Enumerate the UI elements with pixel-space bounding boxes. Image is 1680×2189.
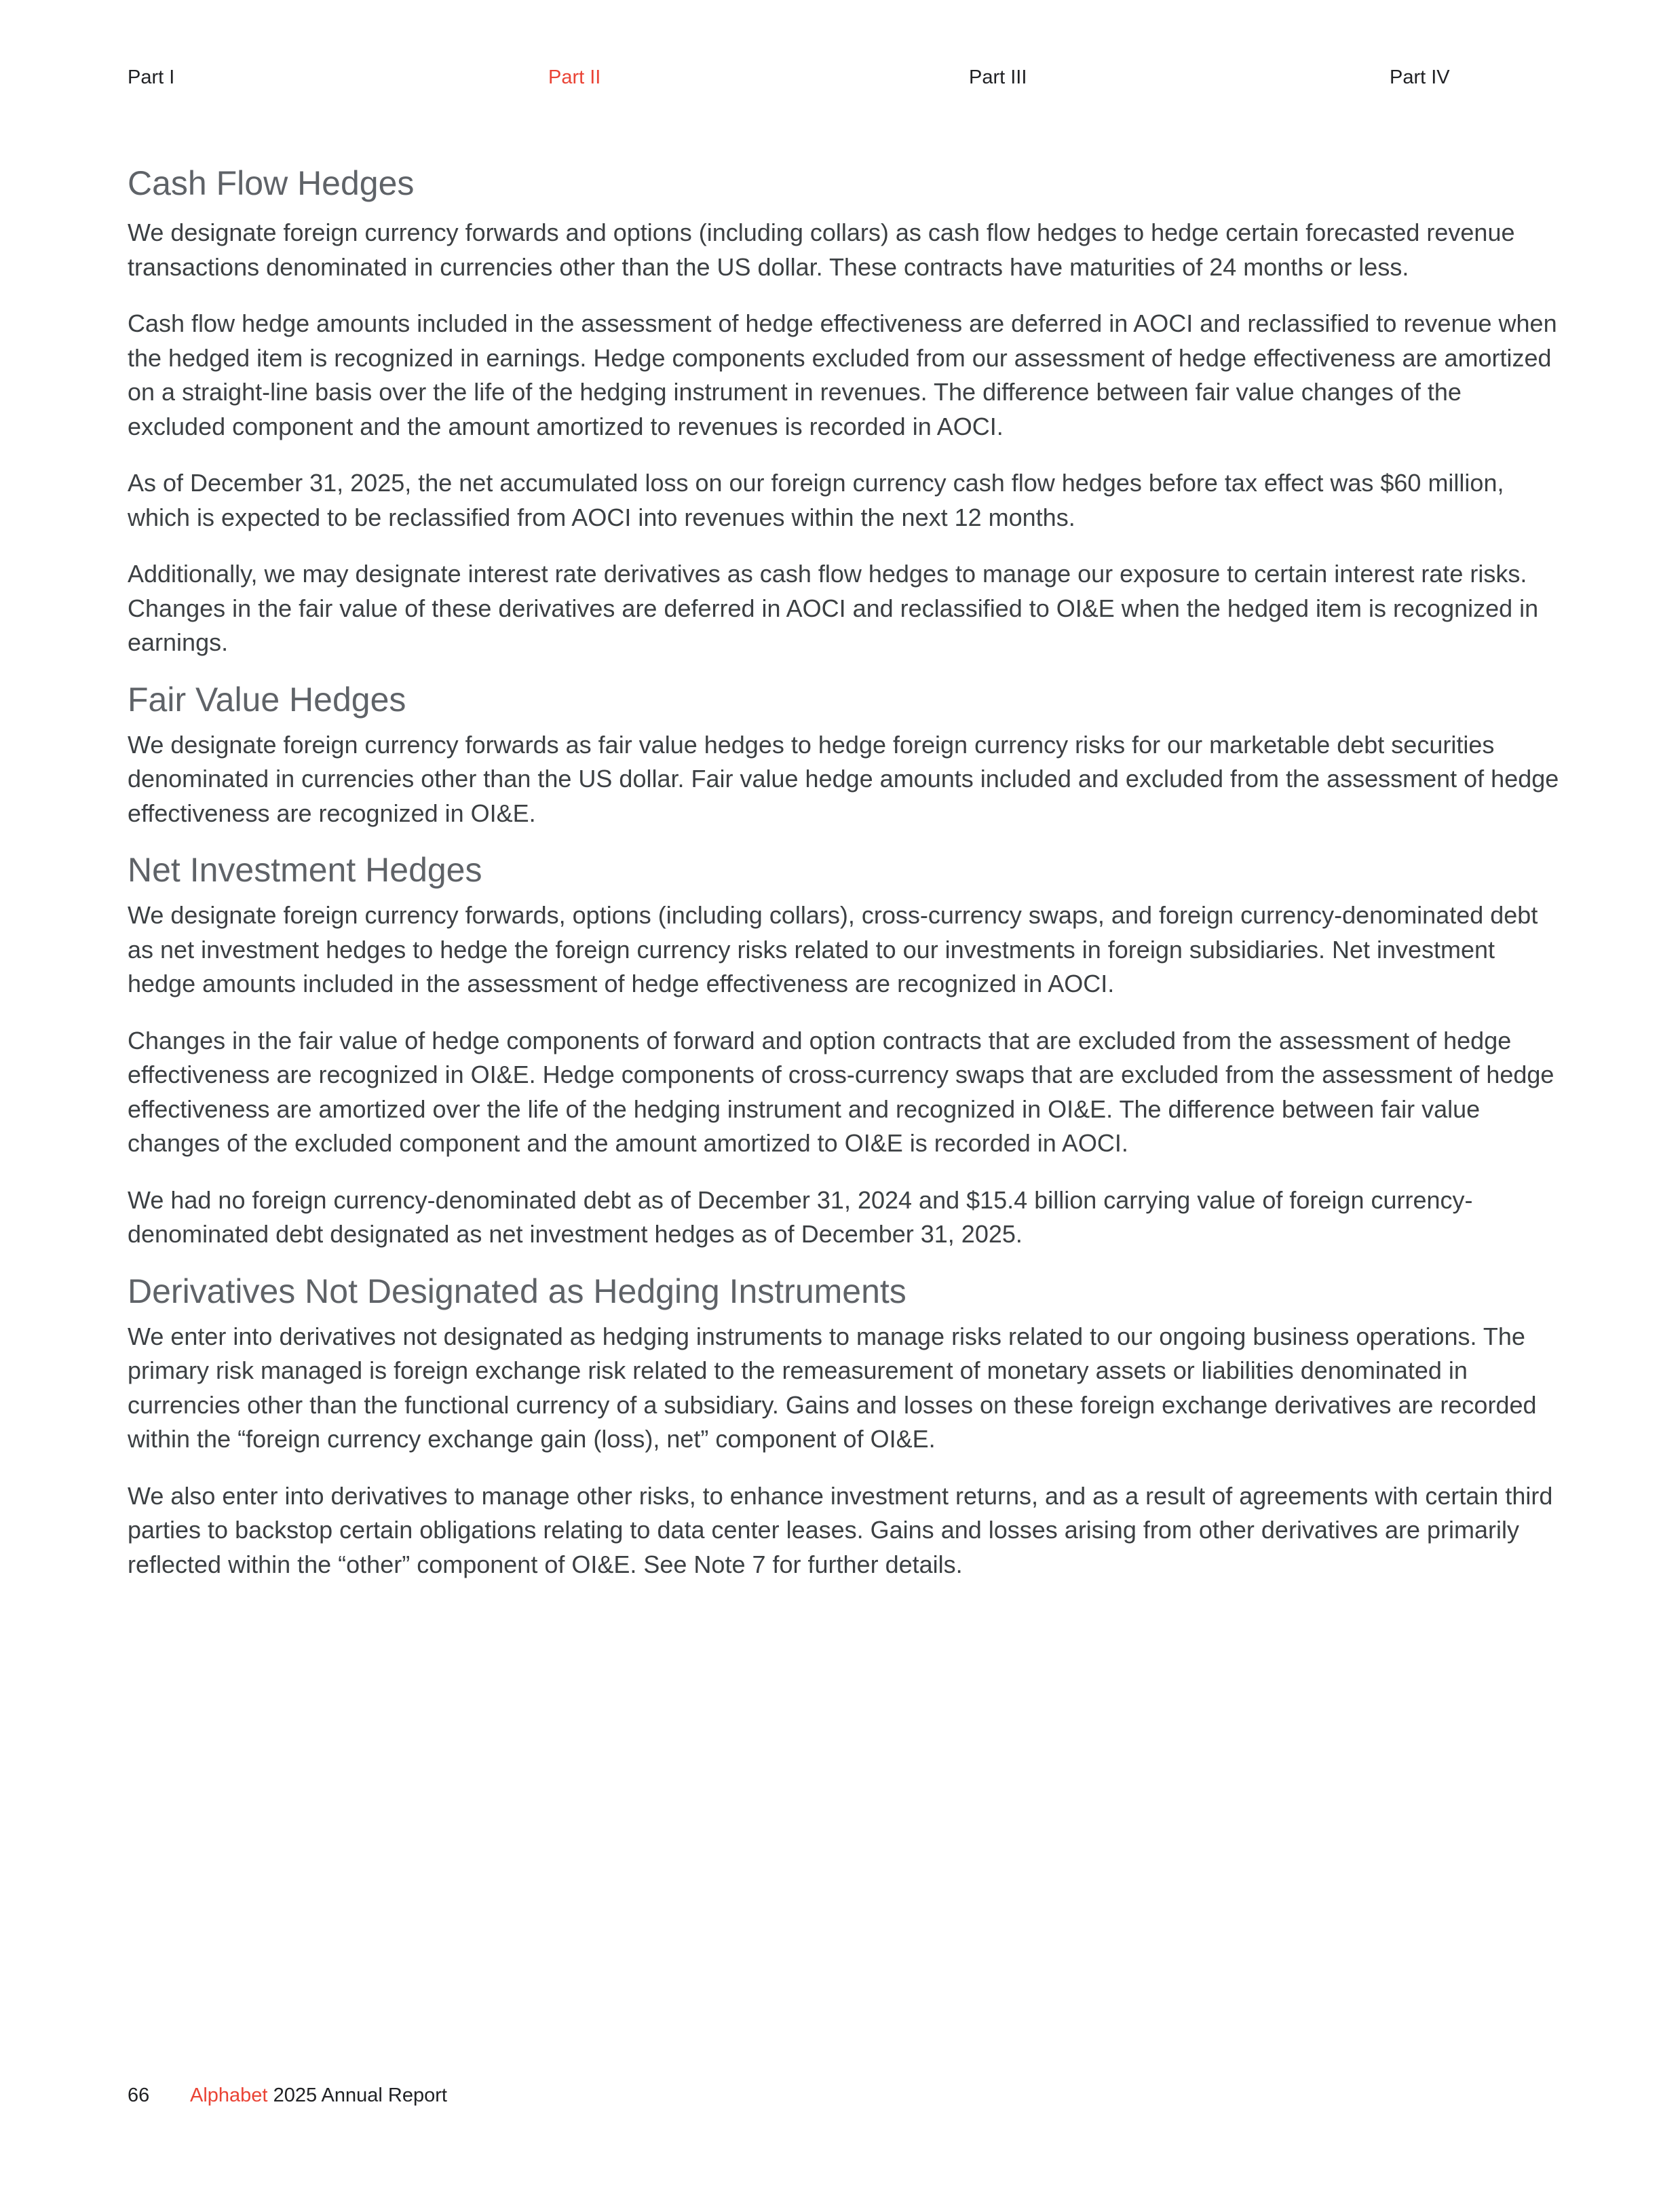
nav-link-part-iv[interactable]: Part IV [1390, 66, 1450, 88]
derivatives-not-designated-section [128, 1270, 1559, 1582]
section-heading-derivatives-not-designated: Derivatives Not Designated as Hedging Instruments [128, 1272, 906, 1310]
paragraph: We designate foreign currency forwards and options (including collars) as cash flow hedges to hedge certain forecasted revenue transactions denominated in currencies other than the US dollar. These contracts have maturities of 24 months or less. [128, 218, 1515, 281]
part-navigation [128, 65, 1552, 92]
paragraph: We enter into derivatives not designated as hedging instruments to manage risks related to our ongoing business operations. The primary risk managed is foreign exchange risk related to the remeasurement of monetary assets or liabilities denominated in currencies other than the functional currency of a subsidiary. Gains and losses on these foreign exchange derivatives are recorded within the “foreign currency exchange gain (loss), net” component of OI&E. [128, 1322, 1537, 1453]
report-title: 2025 Annual Report [273, 2085, 447, 2106]
paragraph: As of December 31, 2025, the net accumulated loss on our foreign currency cash flow hedges before tax effect was $60 million, which is expected to be reclassified from AOCI into revenues within the next 12 months. [128, 469, 1504, 531]
page-footer [128, 2083, 447, 2108]
cash-flow-hedges-section [128, 161, 1559, 660]
paragraph: Additionally, we may designate interest rate derivatives as cash flow hedges to manage our exposure to certain interest rate risks. Changes in the fair value of these derivatives are deferred in AOCI and reclassified to OI&E when the hedged item is recognized in earnings. [128, 560, 1539, 656]
paragraph: Changes in the fair value of hedge components of forward and option contracts that are excluded from the assessment of hedge effectiveness are recognized in OI&E. Hedge components of cross-currency swaps that are excluded from the assessment of hedge effectiveness are amortized over the life of the hedging instrument and recognized in OI&E. The difference between fair value changes of the excluded component and the amount amortized to OI&E is recorded in AOCI. [128, 1026, 1554, 1157]
paragraph: Cash flow hedge amounts included in the assessment of hedge effectiveness are deferred in AOCI and reclassified to revenue when the hedged item is recognized in earnings. Hedge components excluded from our assessment of hedge effectiveness are amortized on a straight-line basis over the life of the hedging instrument in revenues. The difference between fair value changes of the excluded component and the amount amortized to revenues is recorded in AOCI. [128, 309, 1557, 440]
nav-link-part-iii[interactable]: Part III [969, 66, 1027, 88]
fair-value-hedges-section [128, 678, 1559, 831]
section-heading-cash-flow-hedges: Cash Flow Hedges [128, 164, 415, 202]
paragraph: We had no foreign currency-denominated debt as of December 31, 2024 and $15.4 billion carrying value of foreign currency-denominated debt designated as net investment hedges as of December 31, 2025. [128, 1185, 1473, 1248]
nav-link-part-ii[interactable]: Part II [548, 66, 601, 88]
net-investment-hedges-section [128, 848, 1559, 1252]
paragraph: We also enter into derivatives to manage other risks, to enhance investment returns, and as a result of agreements with certain third parties to backstop certain obligations relating to data center leases. Gains and losses arising from other derivatives are primarily reflected within the “other” component of OI&E. See Note 7 for further details. [128, 1481, 1553, 1578]
paragraph: We designate foreign currency forwards, options (including collars), cross-currency swaps, and foreign currency-denominated debt as net investment hedges to hedge the foreign currency risks related to our investments in foreign subsidiaries. Net investment hedge amounts included in the assessment of hedge effectiveness are recognized in AOCI. [128, 901, 1538, 997]
brand-name: Alphabet [190, 2085, 268, 2106]
paragraph: We designate foreign currency forwards as fair value hedges to hedge foreign currency risks for our marketable debt securities denominated in currencies other than the US dollar. Fair value hedge amounts included and excluded from the assessment of hedge effectiveness are recognized in OI&E. [128, 730, 1559, 827]
page-number: 66 [128, 2085, 150, 2106]
section-heading-fair-value-hedges: Fair Value Hedges [128, 680, 406, 719]
page-content [128, 161, 1559, 1582]
section-heading-net-investment-hedges: Net Investment Hedges [128, 851, 482, 889]
nav-link-part-i[interactable]: Part I [128, 66, 175, 88]
